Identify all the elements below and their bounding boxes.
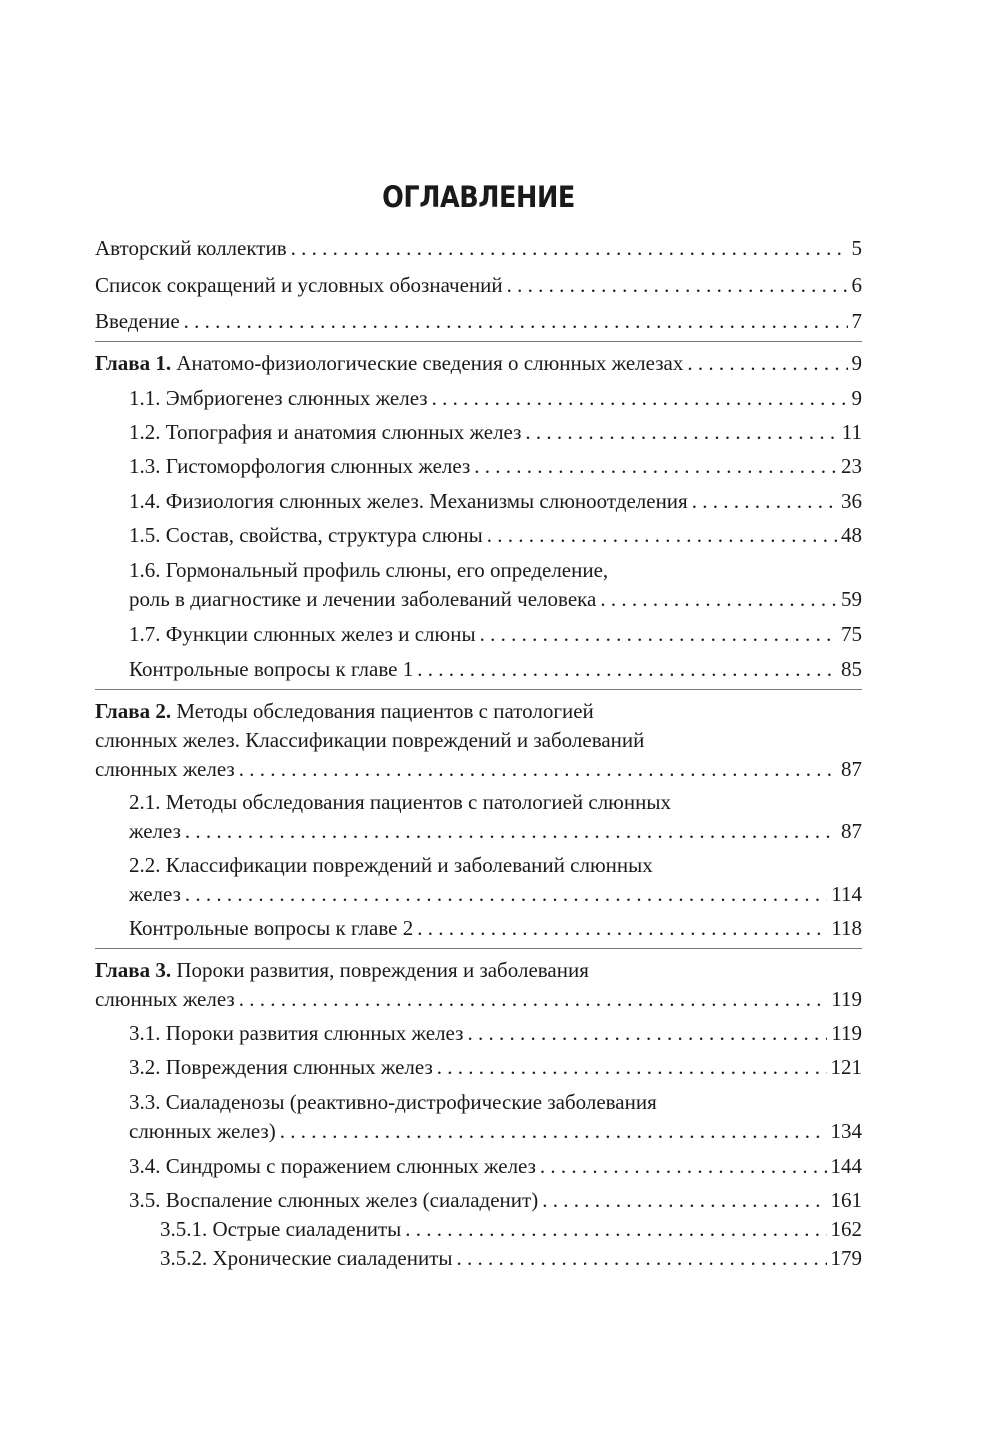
toc-entry[interactable] [95,307,862,336]
page-number: 144 [830,1154,862,1178]
toc-entry-title: роль в диагностике и лечении заболеваний человека [129,587,597,611]
page-number: 87 [841,819,862,843]
toc-entry[interactable] [95,1019,862,1048]
toc-chapter-entry[interactable] [95,349,862,378]
toc-entry-title: 3.4. Синдромы с поражением слюнных желез [129,1154,536,1178]
toc-entry[interactable] [95,234,862,263]
toc-entry[interactable] [95,556,862,614]
dot-leader [432,384,848,413]
toc-entry[interactable] [95,851,862,909]
toc-entry[interactable] [95,1186,862,1215]
page-number: 118 [831,916,862,940]
toc-entry[interactable] [95,487,862,516]
toc-entry-title: 3.5. Воспаление слюнных желез (сиаладенит) [129,1188,539,1212]
toc-entry-title: 3.2. Повреждения слюнных желез [129,1055,433,1079]
toc-entry-title: Список сокращений и условных обозначений [95,273,503,297]
toc-chapter-entry[interactable] [95,956,862,1014]
dot-leader [405,1215,826,1244]
toc-entry[interactable] [95,1244,862,1273]
toc-entry[interactable] [95,521,862,550]
toc-entry[interactable] [95,1215,862,1244]
dot-leader [291,234,848,263]
dot-leader [184,307,848,336]
dot-leader [457,1244,827,1273]
dot-leader [542,1186,826,1215]
dot-leader [507,271,848,300]
page-number: 75 [841,622,862,646]
page-number: 7 [851,309,862,333]
page-number: 179 [830,1246,862,1270]
toc-entry[interactable] [95,1152,862,1181]
dot-leader [417,655,837,684]
dot-leader [474,452,837,481]
toc-entry-title: слюнных желез [95,987,235,1011]
toc-entry-title: 1.3. Гистоморфология слюнных желез [129,454,471,478]
toc-entry[interactable] [95,418,862,447]
dot-leader [239,755,837,784]
page-number: 114 [831,882,862,906]
toc-entry[interactable] [95,1088,862,1146]
toc-entry-line: Глава 3. Пороки развития, повреждения и заболевания [95,958,589,982]
dot-leader [185,880,827,909]
page-number: 9 [851,386,862,410]
page-number: 48 [841,523,862,547]
toc-entry[interactable] [95,655,862,684]
toc-entry-title: 1.7. Функции слюнных желез и слюны [129,622,476,646]
dot-leader [687,349,847,378]
dot-leader [525,418,837,447]
toc-entry-title: Контрольные вопросы к главе 1 [129,657,414,681]
toc-entry-title: Введение [95,309,180,333]
toc-entry-title: желез [129,882,181,906]
toc-entry-line: 3.3. Сиаладенозы (реактивно-дистрофические заболевания [129,1090,657,1114]
dot-leader [185,817,837,846]
dot-leader [467,1019,827,1048]
toc-entry-title: 3.5.1. Острые сиаладениты [160,1217,402,1241]
toc-entry-title: слюнных желез [95,757,235,781]
page-title: ОГЛАВЛЕНИЕ [382,180,575,214]
page-number: 9 [851,351,862,375]
toc-entry-line: 2.1. Методы обследования пациентов с патологией слюнных [129,790,671,814]
toc-entry-line: слюнных желез. Классификации повреждений и заболеваний [95,728,645,752]
page-number: 6 [851,273,862,297]
page-number: 11 [841,420,862,444]
page-number: 85 [841,657,862,681]
toc-entry[interactable] [95,620,862,649]
toc-entry-title: слюнных желез) [129,1119,276,1143]
page-number: 121 [830,1055,862,1079]
dot-leader [480,620,837,649]
dot-leader [692,487,837,516]
toc-entry-line: 1.6. Гормональный профиль слюны, его определение, [129,558,609,582]
toc-entry-title: 1.1. Эмбриогенез слюнных желез [129,386,428,410]
toc-entry-title: Контрольные вопросы к главе 2 [129,916,414,940]
toc-entry-title: желез [129,819,181,843]
toc-entry-title: 3.5.2. Хронические сиаладениты [160,1246,453,1270]
page-number: 87 [841,757,862,781]
dot-leader [239,985,828,1014]
toc-entry-line: 2.2. Классификации повреждений и заболеваний слюнных [129,853,653,877]
toc-entry-title: Глава 1. Анатомо-физиологические сведения о слюнных железах [95,351,684,375]
section-divider [95,689,862,690]
dot-leader [280,1117,827,1146]
toc-entry[interactable] [95,914,862,943]
page-number: 119 [831,987,862,1011]
page-number: 5 [851,236,862,260]
chapter-prefix: Глава 3. [95,958,172,982]
toc-entry-title: 3.1. Пороки развития слюнных желез [129,1021,464,1045]
page-number: 162 [830,1217,862,1241]
dot-leader [540,1152,827,1181]
toc-entry[interactable] [95,384,862,413]
page-number: 23 [841,454,862,478]
dot-leader [600,585,837,614]
chapter-prefix: Глава 2. [95,699,172,723]
dot-leader [417,914,827,943]
page-number: 119 [831,1021,862,1045]
page-number: 134 [830,1119,862,1143]
toc-entry-title: 1.5. Состав, свойства, структура слюны [129,523,483,547]
chapter-prefix: Глава 1. [95,351,172,375]
toc-entry-line: Глава 2. Методы обследования пациентов с патологией [95,699,594,723]
dot-leader [437,1053,827,1082]
page-number: 36 [841,489,862,513]
page-number: 161 [830,1188,862,1212]
toc-entry-title: 1.4. Физиология слюнных желез. Механизмы слюноотделения [129,489,688,513]
dot-leader [487,521,837,550]
toc-entry-title: Авторский коллектив [95,236,287,260]
toc-entry[interactable] [95,788,862,846]
toc-entry[interactable] [95,452,862,481]
toc-entry[interactable] [95,271,862,300]
section-divider [95,341,862,342]
toc-entry[interactable] [95,1053,862,1082]
toc-entry-title: 1.2. Топография и анатомия слюнных желез [129,420,522,444]
section-divider [95,948,862,949]
toc-chapter-entry[interactable] [95,697,862,784]
page-number: 59 [841,587,862,611]
